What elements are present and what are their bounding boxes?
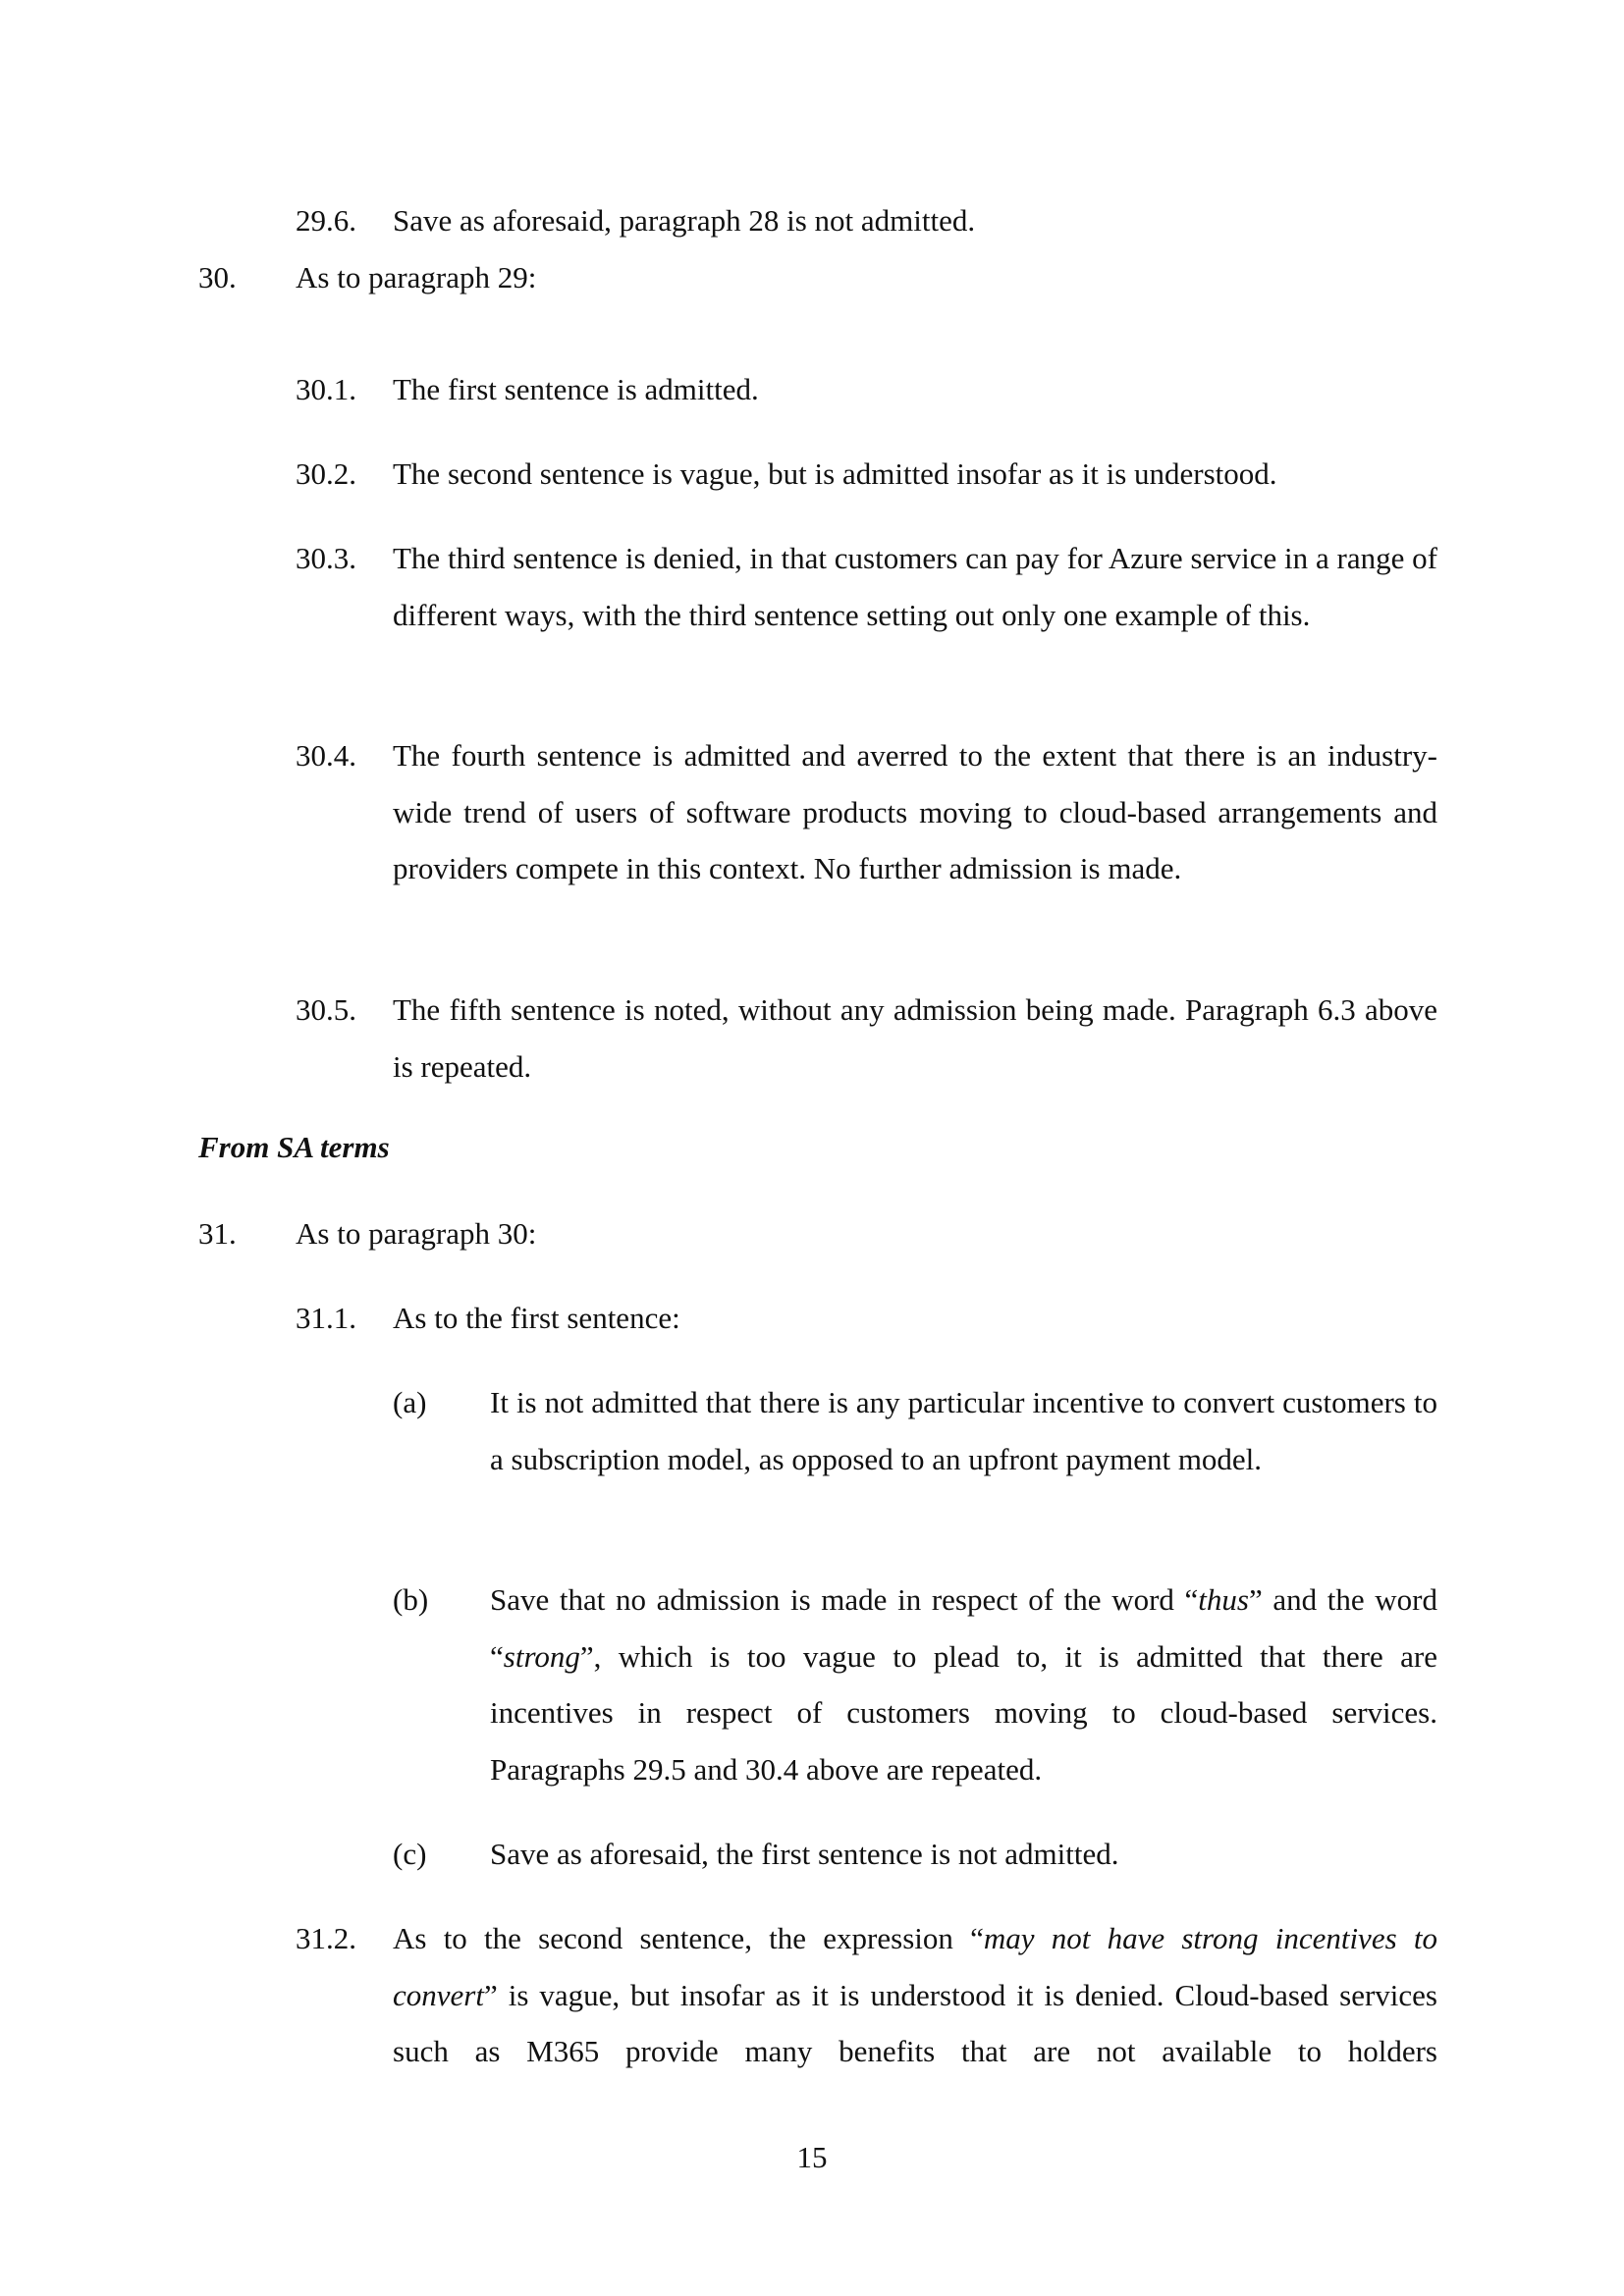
page-number: 15	[796, 2140, 828, 2174]
text-segment: Save that no admission is made in respect of the word “	[490, 1582, 1199, 1617]
paragraph-number: 31.	[198, 1216, 237, 1251]
paragraph-number: 30.4.	[296, 738, 356, 773]
paragraph-number: (c)	[393, 1837, 427, 1871]
paragraph-text: The third sentence is denied, in that customers can pay for Azure service in a range of different ways, with the third sentence setting out only one example of this.	[393, 541, 1437, 632]
text-segment: ” and the word “	[490, 1582, 1437, 1674]
paragraph-text: Save as aforesaid, the first sentence is not admitted.	[490, 1837, 1119, 1871]
paragraph-number: 30.2.	[296, 456, 356, 491]
paragraph-number: 31.1.	[296, 1301, 356, 1335]
italic-term-strong: strong	[503, 1638, 580, 1674]
paragraph-text: The first sentence is admitted.	[393, 372, 759, 406]
paragraph-text: The fourth sentence is admitted and averred to the extent that there is an industry-wide trend of users of software products moving to cloud-based arrangements and providers compete in this context. No further admission is made.	[393, 738, 1437, 885]
paragraph-text: The fifth sentence is noted, without any admission being made. Paragraph 6.3 above is repeated.	[393, 992, 1437, 1084]
paragraph-number: (b)	[393, 1582, 429, 1617]
paragraph-number: 30.5.	[296, 992, 356, 1027]
paragraph-number: 29.6.	[296, 203, 356, 238]
paragraph-text: Save as aforesaid, paragraph 28 is not admitted.	[393, 203, 976, 238]
paragraph-text: As to paragraph 30:	[296, 1216, 537, 1251]
paragraph-number: (a)	[393, 1385, 427, 1419]
paragraph-text: It is not admitted that there is any particular incentive to convert customers to a subscription model, as opposed to an upfront payment model.	[490, 1385, 1437, 1476]
text-segment: ”, which is too vague to plead to, it is admitted that there are incentives in respect of customers moving to cloud-based services. Paragraphs 29.5 and 30.4 above are repeated.	[490, 1638, 1437, 1787]
section-heading: From SA terms	[198, 1130, 390, 1164]
paragraph-text: As to the first sentence:	[393, 1301, 680, 1335]
paragraph-text	[393, 1910, 1437, 2080]
paragraph-number: 30.1.	[296, 372, 356, 406]
paragraph-text: As to paragraph 29:	[296, 260, 537, 294]
paragraph-text: The second sentence is vague, but is admitted insofar as it is understood.	[393, 456, 1277, 491]
italic-term-thus: thus	[1198, 1582, 1249, 1617]
text-segment: ” is vague, but insofar as it is understood it is denied. Cloud-based services such as M365 provide many benefits that are not available to holders	[393, 1977, 1437, 2068]
text-segment: As to the second sentence, the expression “	[393, 1921, 984, 1955]
paragraph-number: 31.2.	[296, 1921, 356, 1955]
paragraph-number: 30.3.	[296, 541, 356, 575]
italic-quote: may not have strong incentives to convert	[393, 1921, 1437, 2012]
paragraph-number: 30.	[198, 260, 237, 294]
paragraph-text	[490, 1572, 1437, 1797]
